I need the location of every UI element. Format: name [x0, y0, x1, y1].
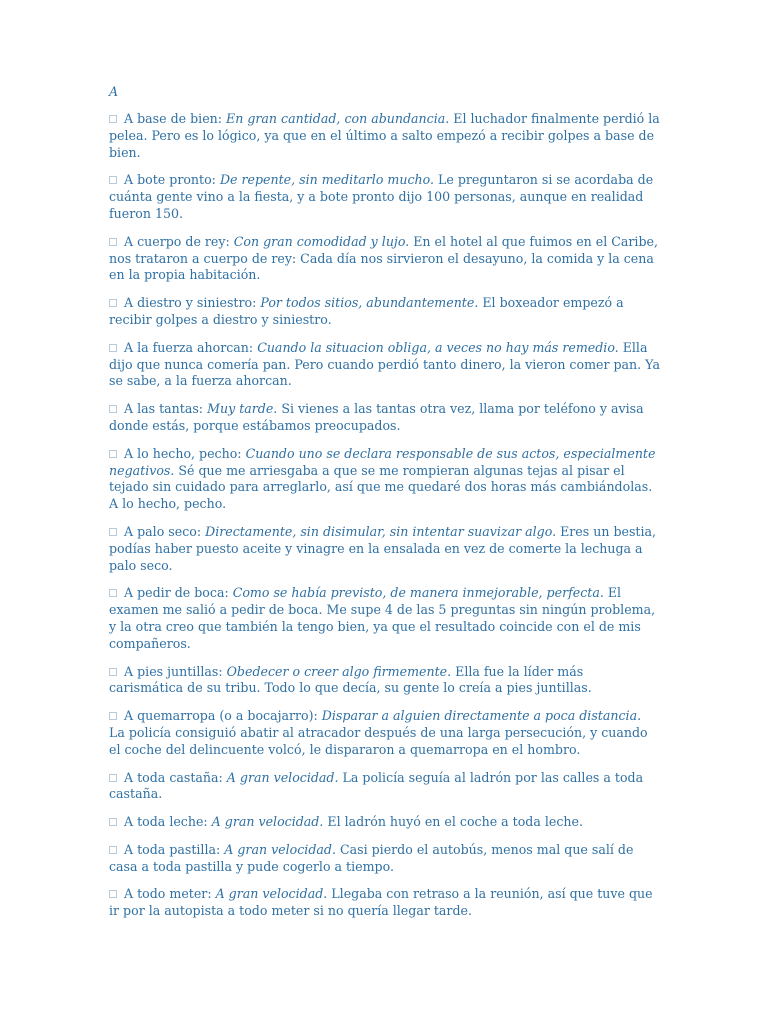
entry-example: El boxeador empezó a recibir golpes a diestro y siniestro.	[109, 295, 624, 327]
entry-definition: Obedecer o creer algo firmemente.	[226, 663, 452, 679]
list-item	[109, 295, 660, 329]
entry-definition: Como se había previsto, de manera inmejorable, perfecta.	[232, 585, 604, 601]
square-bullet-icon	[109, 890, 117, 898]
list-item	[109, 664, 660, 698]
entry-term: A diestro y siniestro:	[124, 295, 257, 311]
entry-term: A cuerpo de rey:	[124, 233, 230, 249]
entry-example: Le preguntaron si se acordaba de cuánta gente vino a la fiesta, y a bote pronto dijo 100 personas, aunque en realidad fueron 150.	[109, 172, 654, 221]
list-item	[109, 708, 660, 758]
square-bullet-icon	[109, 528, 117, 536]
list-item	[109, 814, 660, 831]
square-bullet-icon	[109, 344, 117, 352]
entry-term: A quemarropa (o a bocajarro):	[124, 708, 318, 724]
entry-example: El examen me salió a pedir de boca. Me supe 4 de las 5 preguntas sin ningún problema, y la otra creo que también la tengo bien, ya que el resultado coincide con el de mis compañeros.	[109, 585, 656, 651]
square-bullet-icon	[109, 450, 117, 458]
entry-term: A pies juntillas:	[124, 663, 223, 679]
square-bullet-icon	[109, 818, 117, 826]
entry-term: A pedir de boca:	[124, 585, 229, 601]
list-item	[109, 340, 660, 390]
entry-example: Eres un bestia, podías haber puesto aceite y vinagre en la ensalada en vez de comerte la lechuga a palo seco.	[109, 523, 657, 573]
entry-definition: Cuando la situacion obliga, a veces no hay más remedio.	[257, 339, 619, 355]
section-heading: A	[109, 84, 119, 99]
entry-list	[109, 111, 660, 920]
entry-definition: Cuando uno se declara responsable de sus actos, especialmente negativos.	[109, 445, 656, 478]
entry-example: Ella fue la líder más carismática de su tribu. Todo lo que decía, su gente lo creía a pies juntillas.	[109, 663, 592, 696]
entry-term: A bote pronto:	[124, 172, 216, 188]
entry-example: Sé que me arriesgaba a que se me rompieran algunas tejas al pisar el tejado sin cuidado para arreglarlo, así que me quedaré dos horas más cambiándolas. A lo hecho, pecho.	[109, 462, 653, 512]
list-item	[109, 886, 660, 920]
entry-term: A las tantas:	[124, 401, 204, 417]
list-item	[109, 401, 660, 435]
entry-example: Llegaba con retraso a la reunión, así que tuve que ir por la autopista a todo meter si no quería llegar tarde.	[109, 886, 653, 919]
entry-definition: A gran velocidad.	[215, 886, 328, 902]
entry-definition: Disparar a alguien directamente a poca distancia.	[321, 708, 642, 724]
entry-term: A la fuerza ahorcan:	[124, 339, 254, 355]
square-bullet-icon	[109, 176, 117, 184]
entry-example: La policía consiguió abatir al atracador después de una larga persecución, y cuando el coche del delincuente volcó, le dispararon a quemarropa en el hombro.	[109, 724, 648, 757]
entry-term: A toda leche:	[124, 814, 208, 830]
list-item	[109, 524, 660, 574]
entry-term: A toda pastilla:	[124, 841, 221, 857]
list-item	[109, 842, 660, 876]
entry-term: A lo hecho, pecho:	[124, 445, 242, 461]
entry-definition: Con gran comodidad y lujo.	[233, 233, 410, 249]
entry-example: En el hotel al que fuimos en el Caribe, nos trataron a cuerpo de rey: Cada día nos sirvieron el desayuno, la comida y la cena en la propia habitación.	[109, 233, 658, 283]
square-bullet-icon	[109, 712, 117, 720]
entry-example: Ella dijo que nunca comería pan. Pero cuando perdió tanto dinero, la vieron comer pan. Ya se sabe, a la fuerza ahorcan.	[109, 339, 661, 389]
entry-example: Casi pierdo el autobús, menos mal que salí de casa a toda pastilla y pude cogerlo a tiempo.	[109, 841, 634, 874]
list-item	[109, 172, 660, 222]
entry-definition: A gran velocidad.	[224, 841, 336, 857]
list-item	[109, 446, 660, 513]
square-bullet-icon	[109, 115, 117, 123]
square-bullet-icon	[109, 299, 117, 307]
square-bullet-icon	[109, 238, 117, 246]
entry-term: A todo meter:	[124, 886, 212, 902]
square-bullet-icon	[109, 668, 117, 676]
square-bullet-icon	[109, 774, 117, 782]
entry-definition: Por todos sitios, abundantemente.	[260, 295, 479, 311]
list-item	[109, 585, 660, 652]
entry-definition: Directamente, sin disimular, sin intentar suavizar algo.	[205, 523, 557, 539]
entry-term: A toda castaña:	[124, 769, 223, 785]
list-item	[109, 234, 660, 284]
entry-example: La policía seguía al ladrón por las calles a toda castaña.	[109, 769, 644, 802]
entry-definition: En gran cantidad, con abundancia.	[226, 111, 450, 126]
entry-term: A base de bien:	[124, 111, 223, 126]
list-item	[109, 770, 660, 804]
entry-definition: Muy tarde.	[207, 401, 278, 417]
entry-definition: De repente, sin meditarlo mucho.	[219, 172, 434, 188]
entry-example: Si vienes a las tantas otra vez, llama por teléfono y avisa donde estás, porque estábamos preocupados.	[109, 401, 644, 433]
entry-definition: A gran velocidad.	[211, 814, 324, 830]
list-item	[109, 111, 660, 161]
square-bullet-icon	[109, 846, 117, 854]
square-bullet-icon	[109, 405, 117, 413]
entry-definition: A gran velocidad.	[226, 769, 339, 785]
entry-term: A palo seco:	[124, 523, 202, 539]
entry-example: El ladrón huyó en el coche a toda leche.	[327, 814, 583, 830]
entry-example: El luchador finalmente perdió la pelea. Pero es lo lógico, ya que en el último a salto empezó a recibir golpes a base de bien.	[109, 111, 660, 160]
square-bullet-icon	[109, 589, 117, 597]
